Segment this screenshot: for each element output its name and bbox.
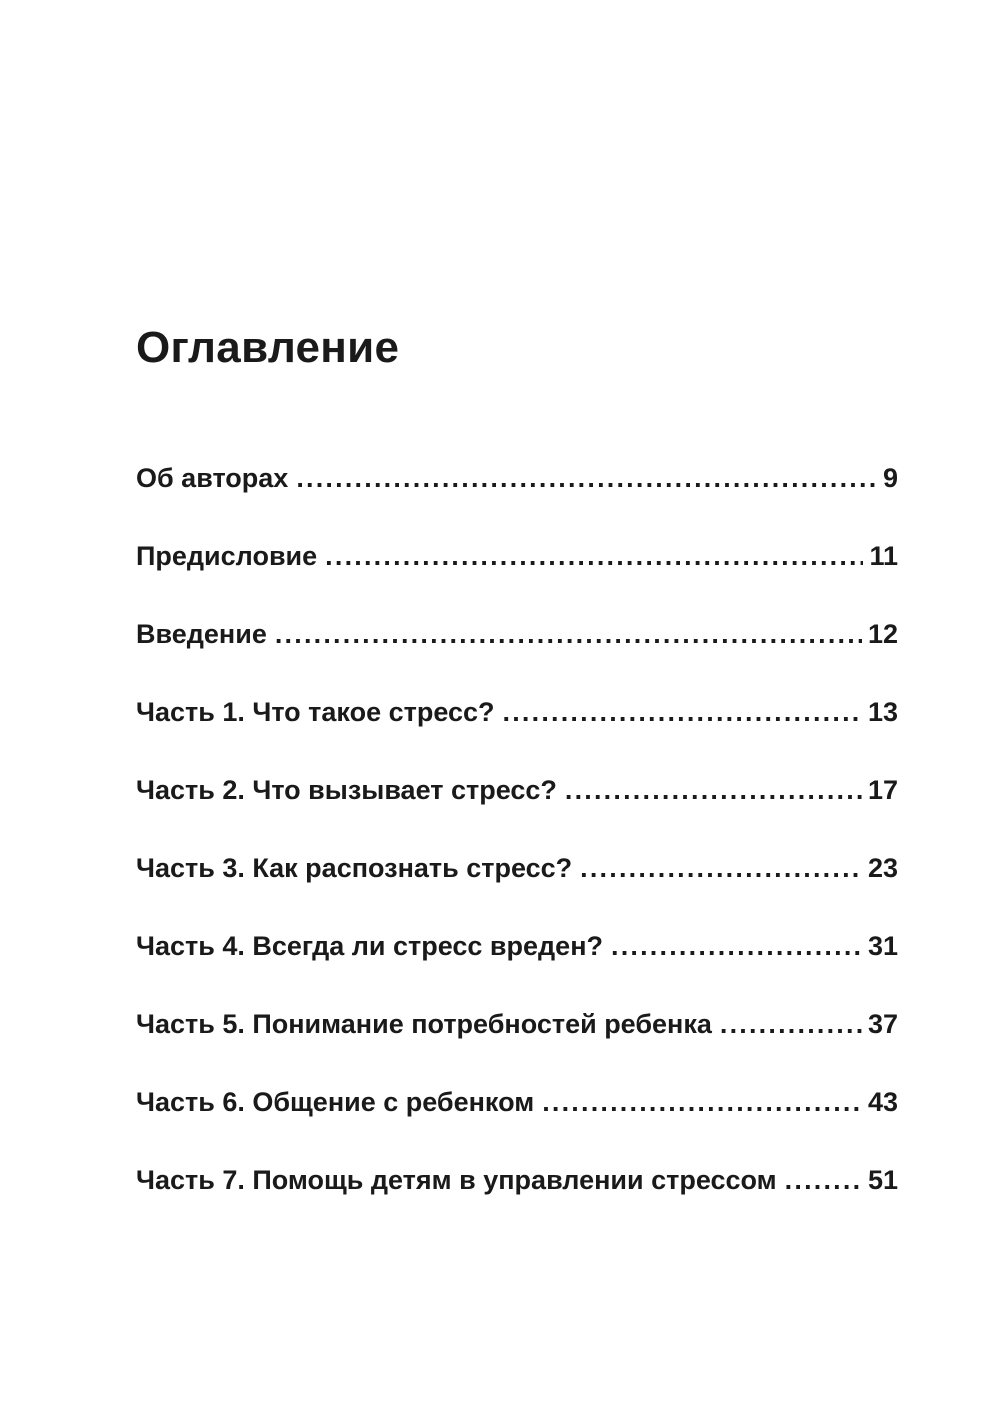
toc-entry-preface[interactable]: [136, 538, 898, 616]
table-of-contents: [136, 460, 898, 1240]
dot-leader: [565, 772, 862, 808]
toc-entry-part-6[interactable]: [136, 1084, 898, 1162]
toc-entry-introduction[interactable]: [136, 616, 898, 694]
toc-entry-part-2[interactable]: [136, 772, 898, 850]
toc-page-number: 51: [867, 1165, 898, 1195]
dot-leader: [503, 694, 862, 730]
toc-page-number: 12: [867, 619, 898, 649]
toc-page-number: 23: [867, 853, 898, 883]
toc-entry-part-3[interactable]: [136, 850, 898, 928]
toc-entry-title: Часть 3. Как распознать стресс?: [136, 853, 573, 883]
toc-entry-title: Часть 5. Понимание потребностей ребенка: [136, 1009, 712, 1039]
toc-entry-part-5[interactable]: [136, 1006, 898, 1084]
toc-entry-title: Часть 4. Всегда ли стресс вреден?: [136, 931, 603, 961]
dot-leader: [611, 928, 862, 964]
toc-page-number: 11: [869, 541, 898, 571]
toc-entry-about-authors[interactable]: [136, 460, 898, 538]
toc-entry-title: Часть 7. Помощь детям в управлении стрессом: [136, 1165, 777, 1195]
toc-entry-title: Предисловие: [136, 541, 318, 571]
dot-leader: [785, 1162, 862, 1198]
toc-page-number: 9: [882, 463, 898, 493]
toc-page-number: 37: [867, 1009, 898, 1039]
toc-entry-part-7[interactable]: [136, 1162, 898, 1240]
dot-leader: [296, 460, 877, 496]
dot-leader: [580, 850, 862, 886]
toc-page-number: 43: [867, 1087, 898, 1117]
toc-page-number: 17: [867, 775, 898, 805]
toc-entry-title: Введение: [136, 619, 267, 649]
toc-entry-part-1[interactable]: [136, 694, 898, 772]
toc-entry-title: Часть 6. Общение с ребенком: [136, 1087, 535, 1117]
dot-leader: [275, 616, 862, 652]
toc-page-number: 31: [867, 931, 898, 961]
toc-entry-title: Часть 1. Что такое стресс?: [136, 697, 495, 727]
toc-entry-part-4[interactable]: [136, 928, 898, 1006]
toc-page-number: 13: [867, 697, 898, 727]
dot-leader: [542, 1084, 862, 1120]
toc-entry-title: Часть 2. Что вызывает стресс?: [136, 775, 557, 805]
page-title: Оглавление: [136, 323, 400, 372]
toc-entry-title: Об авторах: [136, 463, 289, 493]
dot-leader: [325, 538, 863, 574]
dot-leader: [720, 1006, 862, 1042]
